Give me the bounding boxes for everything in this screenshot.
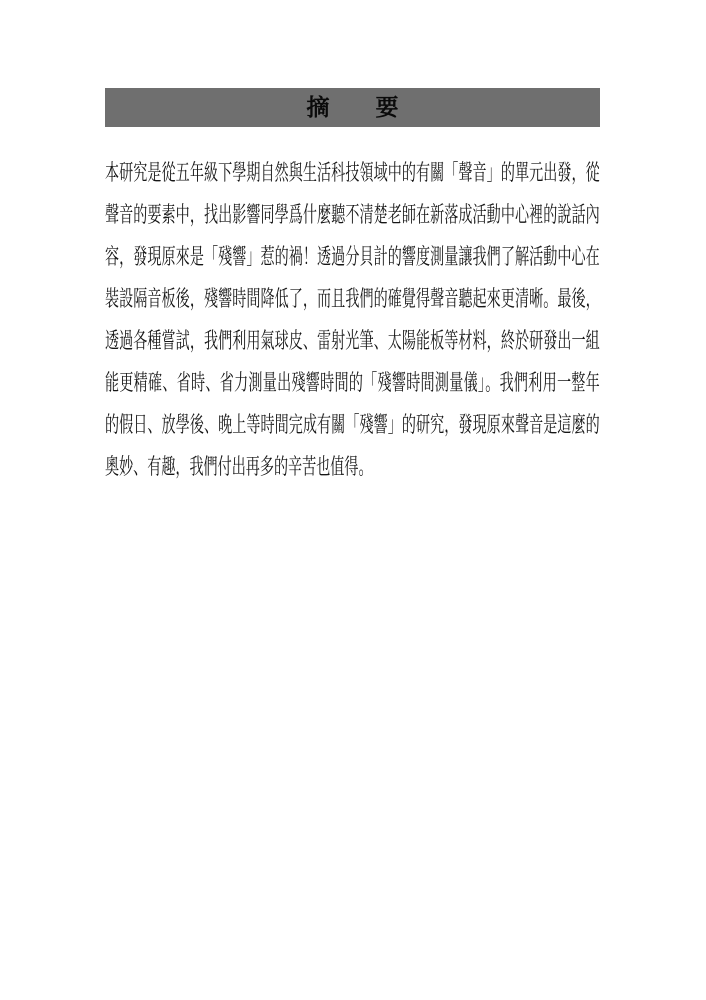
- abstract-line: 奧妙、有趣，我們付出再多的辛苦也值得。: [105, 454, 373, 479]
- page-title: 摘 要: [306, 95, 399, 120]
- abstract-header-bar: [105, 88, 600, 127]
- abstract-line: 裝設隔音板後，殘響時間降低了，而且我們的確覺得聲音聽起來更清晰。最後，: [105, 286, 600, 311]
- abstract-line: 容，發現原來是「殘響」惹的禍！透過分貝計的響度測量讓我們了解活動中心在: [105, 244, 600, 269]
- abstract-line: 透過各種嘗試，我們利用氣球皮、雷射光筆、太陽能板等材料，終於研發出一組: [105, 328, 600, 353]
- abstract-line: 本研究是從五年級下學期自然與生活科技領域中的有關「聲音」的單元出發，從: [105, 160, 600, 185]
- abstract-line: 聲音的要素中，找出影響同學爲什麼聽不清楚老師在新落成活動中心裡的說話內: [105, 202, 600, 227]
- abstract-paragraph: [105, 152, 600, 488]
- abstract-line: 能更精確、省時、省力測量出殘響時間的「殘響時間測量儀」。我們利用一整年: [105, 370, 600, 395]
- abstract-line: 的假日、放學後、晚上等時間完成有關「殘響」的研究，發現原來聲音是這麼的: [105, 412, 600, 437]
